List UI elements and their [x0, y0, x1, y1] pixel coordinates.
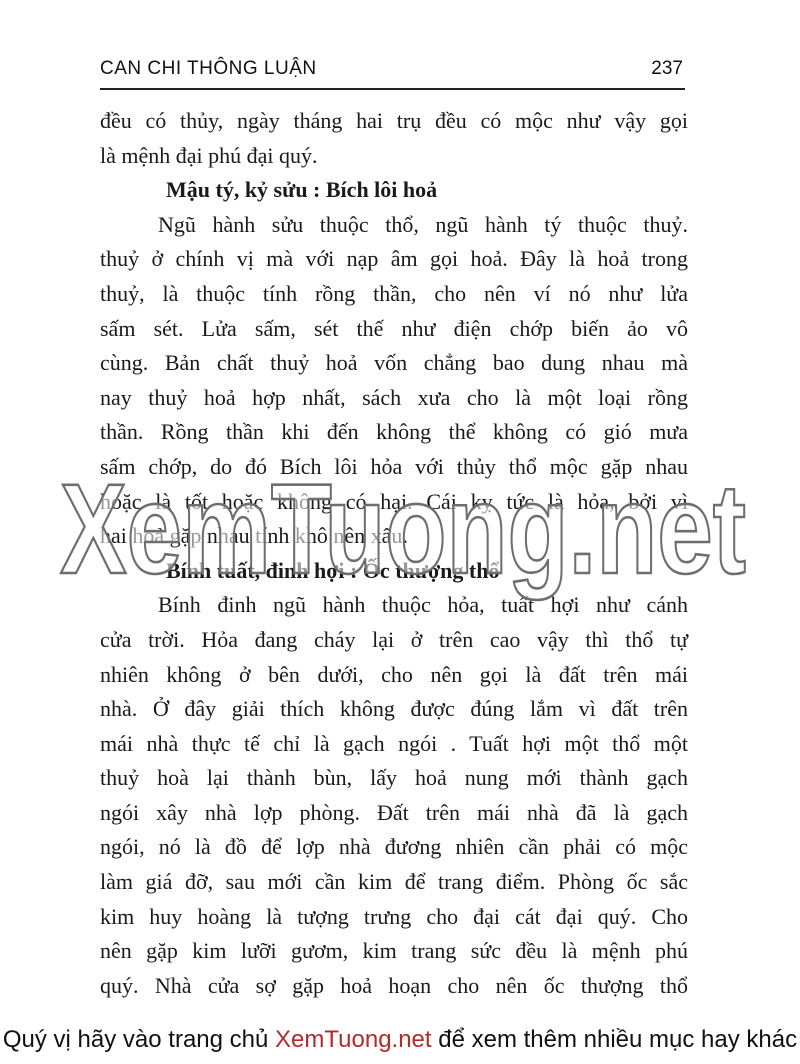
watermark-text: XemTuong.net — [60, 458, 746, 601]
text-line: hai hoả gặp nhau tính khô nên xấu. — [100, 523, 408, 549]
text-line: nhà. Ở đây giải thích không được đúng lắm vì đất trên — [100, 696, 688, 722]
text-line: cửa trời. Hỏa đang cháy lại ở trên cao vậy thì thổ tự — [100, 626, 688, 652]
text-line: sấm sét. Lửa sấm, sét thế như điện chớp biến ảo vô — [100, 315, 688, 341]
footer-banner — [0, 1016, 800, 1064]
section-heading: Mậu tý, kỷ sửu : Bích lôi hoả — [166, 177, 438, 203]
text-line: quý. Nhà cửa sợ gặp hoả hoạn cho nên ốc thượng thổ — [100, 972, 688, 998]
text-line: làm giá đỡ, sau mới cần kim để trang điểm. Phòng ốc sắc — [100, 869, 688, 895]
text-line: ngói, nó là đồ để lợp nhà đương nhiên cần phải có mộc — [100, 834, 688, 860]
footer-text-after: để xem thêm nhiều mục hay khác — [431, 1026, 798, 1053]
footer-text-before: Quý vị hãy vào trang chủ — [2, 1026, 276, 1053]
page-header — [100, 56, 685, 90]
text-line: Ngũ hành sửu thuộc thổ, ngũ hành tý thuộc thuỷ. — [158, 211, 688, 237]
text-line: nay thuỷ hoả hợp nhất, sách xưa cho là một loại rồng — [100, 384, 688, 410]
text-line: thuỷ, là thuộc tính rồng thần, cho nên ví nó như lửa — [100, 280, 688, 306]
text-line: nên gặp kim lưỡi gươm, kim trang sức đều là mệnh phú — [100, 938, 688, 964]
text-line: cùng. Bản chất thuỷ hoả vốn chẳng bao dung nhau mà — [100, 350, 688, 376]
section-heading: Bính tuất, đinh hợi : Ốc thượng thổ — [166, 557, 500, 583]
text-line: mái nhà thực tế chỉ là gạch ngói . Tuất hợi một thổ một — [100, 730, 688, 756]
text-line: sấm chớp, do đó Bích lôi hỏa với thủy thổ mộc gặp nhau — [100, 453, 688, 479]
page-number: 237 — [651, 58, 683, 79]
text-line: nhiên không ở bên dưới, cho nên gọi là đất trên mái — [100, 661, 688, 687]
text-line: đều có thủy, ngày tháng hai trụ đều có mộc như vậy gọi — [100, 108, 688, 133]
text-line: hoặc là tốt hoặc không có hại. Cái kỵ tức là hỏa, bởi vì — [100, 488, 688, 514]
text-line: thần. Rồng thần khi đến không thể không có gió mưa — [100, 419, 688, 445]
body-text — [100, 104, 688, 1003]
text-line: Bính đinh ngũ hành thuộc hỏa, tuất hợi như cánh — [158, 592, 688, 618]
footer-site-link[interactable]: XemTuong.net — [275, 1026, 432, 1053]
text-line: là mệnh đại phú đại quý. — [100, 142, 318, 168]
text-line: ngói xây nhà lợp phòng. Đất trên mái nhà đã là gạch — [100, 799, 688, 825]
text-line: kim huy hoàng là tượng trưng cho đại cát đại quý. Cho — [100, 903, 688, 929]
text-line: thuỷ ở chính vị mà với nạp âm gọi hoả. Đây là hoả trong — [100, 246, 688, 272]
text-line: thuỷ hoà lại thành bùn, lấy hoả nung mới thành gạch — [100, 765, 688, 791]
running-title: CAN CHI THÔNG LUẬN — [100, 58, 317, 79]
